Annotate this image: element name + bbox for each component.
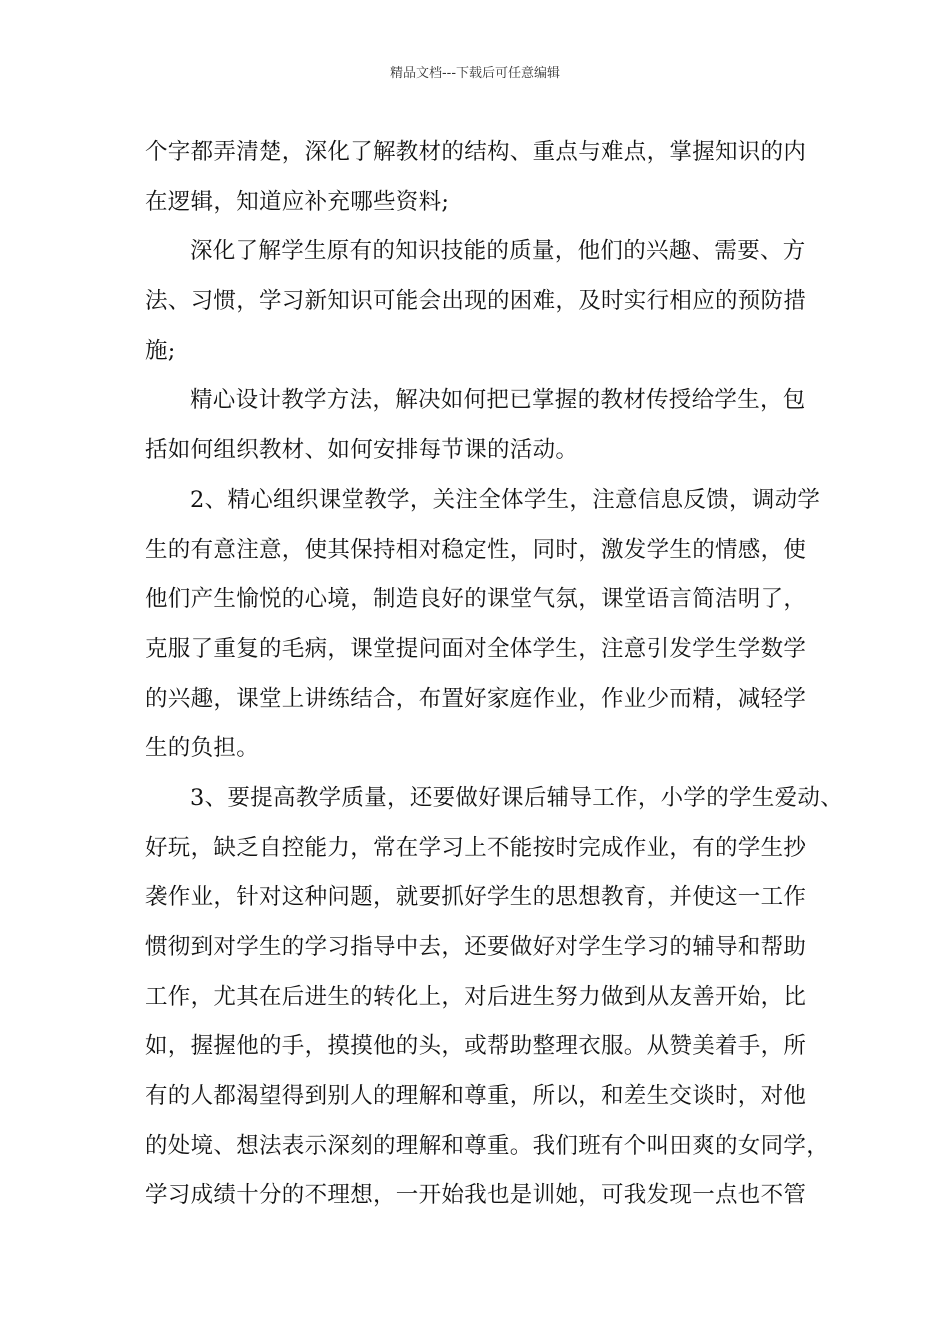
paragraph-start-line: 2、精心组织课堂教学，关注全体学生，注意信息反馈，调动学 — [190, 486, 821, 513]
text-line: 工作，尤其在后进生的转化上，对后进生努力做到从友善开始，比 — [145, 983, 807, 1010]
text-line: 在逻辑，知道应补充哪些资料; — [145, 188, 450, 215]
text-line: 如，握握他的手，摸摸他的头，或帮助整理衣服。从赞美着手，所 — [145, 1033, 807, 1060]
text-line: 学习成绩十分的不理想，一开始我也是训她，可我发现一点也不管 — [145, 1182, 807, 1209]
text-line: 生的负担。 — [145, 735, 260, 762]
page-header: 精品文档---下载后可任意编辑 — [389, 66, 561, 81]
text-line: 个字都弄清楚，深化了解教材的结构、重点与难点，掌握知识的内 — [145, 139, 807, 165]
text-line: 生的有意注意，使其保持相对稳定性，同时，激发学生的情感，使 — [145, 536, 807, 563]
text-line: 有的人都渴望得到别人的理解和尊重，所以，和差生交谈时，对他 — [145, 1083, 807, 1110]
paragraph-start-line: 精心设计教学方法，解决如何把已掌握的教材传授给学生，包 — [190, 387, 806, 414]
text-line: 施; — [145, 337, 176, 364]
text-line: 的处境、想法表示深刻的理解和尊重。我们班有个叫田爽的女同学， — [145, 1132, 830, 1159]
text-line: 括如何组织教材、如何安排每节课的活动。 — [145, 437, 579, 464]
document-body — [145, 128, 844, 1221]
text-line: 袭作业，针对这种问题，就要抓好学生的思想教育，并使这一工作 — [145, 884, 807, 911]
text-line: 他们产生愉悦的心境，制造良好的课堂气氛，课堂语言简洁明了， — [145, 586, 807, 613]
text-line: 好玩，缺乏自控能力，常在学习上不能按时完成作业，有的学生抄 — [145, 834, 807, 861]
paragraph-start-line: 深化了解学生原有的知识技能的质量，他们的兴趣、需要、方 — [190, 238, 806, 265]
text-line: 惯彻到对学生的学习指导中去，还要做好对学生学习的辅导和帮助 — [145, 934, 807, 960]
paragraph-start-line: 3、要提高教学质量，还要做好课后辅导工作，小学的学生爱动、 — [190, 784, 844, 811]
text-line: 的兴趣，课堂上讲练结合，布置好家庭作业，作业少而精，减轻学 — [145, 685, 807, 712]
text-line: 克服了重复的毛病，课堂提问面对全体学生，注意引发学生学数学 — [145, 635, 807, 662]
text-line: 法、习惯，学习新知识可能会出现的困难，及时实行相应的预防措 — [145, 288, 807, 315]
